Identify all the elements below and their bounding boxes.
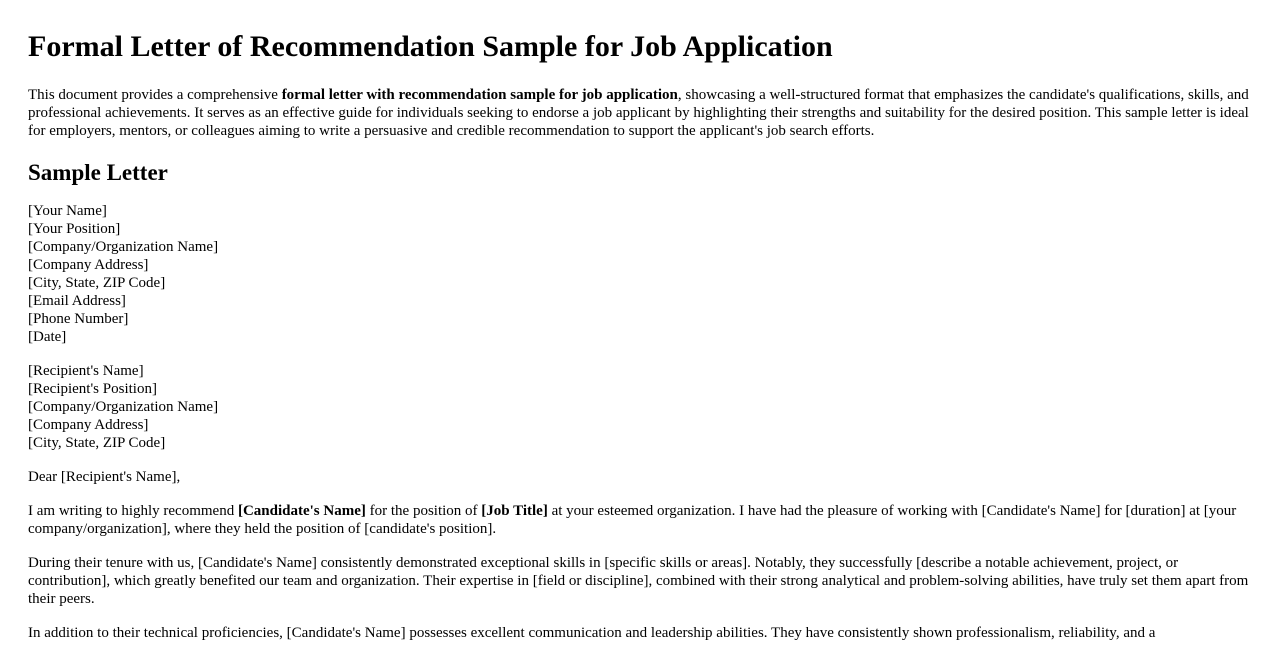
letter-date: [Date] <box>28 329 67 345</box>
sender-email: [Email Address] <box>28 293 126 309</box>
sender-phone: [Phone Number] <box>28 311 129 327</box>
salutation: Dear [Recipient's Name], <box>28 469 181 485</box>
sender-address: [Company Address] <box>28 257 149 273</box>
recipient-name: [Recipient's Name] <box>28 363 144 379</box>
sender-company: [Company/Organization Name] <box>28 239 219 255</box>
recipient-company: [Company/Organization Name] <box>28 399 219 415</box>
candidate-name-bold: [Candidate's Name] <box>237 503 366 519</box>
p1-text-a: I am writing to highly recommend <box>28 503 238 519</box>
job-title-bold: [Job Title] <box>481 503 548 519</box>
sender-block <box>28 202 1250 346</box>
document-page <box>28 0 1250 642</box>
intro-text-start: This document provides a comprehensive <box>28 87 282 103</box>
letter-paragraph-1 <box>28 502 1250 538</box>
page-title: Formal Letter of Recommendation Sample for Job Application <box>28 30 833 63</box>
letter-paragraph-2: During their tenure with us, [Candidate's Name] consistently demonstrated exceptional skills in [specific skills or areas]. Notably, they successfully [describe a notable achievement, project, or contribution], which greatly benefited our team and organization. Their expertise in [field or discipline], combined with their strong analytical and problem-solving abilities, have truly set them apart from their peers. <box>28 555 1249 607</box>
p1-text-b: for the position of <box>365 503 482 519</box>
intro-text-rest: , showcasing a well-structured format that emphasizes the candidate's qualifications, skills, and professional achievements. It serves as an effective guide for individuals seeking to endorse a job applicant by highlighting their strengths and suitability for the desired position. This sample letter is ideal for employers, mentors, or colleagues aiming to write a persuasive and credible recommendation to support the applicant's job search efforts. <box>28 87 1249 139</box>
recipient-block <box>28 362 1250 452</box>
sender-position: [Your Position] <box>28 221 121 237</box>
intro-bold-phrase: formal letter with recommendation sample for job application <box>281 87 678 103</box>
sender-city: [City, State, ZIP Code] <box>28 275 166 291</box>
p1-text-c: at your esteemed organization. I have had the pleasure of working with [Candidate's Name] for [duration] at [your company/organization], where they held the position of [candidate's position]. <box>28 503 1237 537</box>
sender-name: [Your Name] <box>28 203 107 219</box>
recipient-city: [City, State, ZIP Code] <box>28 435 166 451</box>
recipient-position: [Recipient's Position] <box>28 381 157 397</box>
recipient-address: [Company Address] <box>28 417 149 433</box>
letter-paragraph-3: In addition to their technical proficiencies, [Candidate's Name] possesses excellent communication and leadership abilities. They have consistently shown professionalism, reliability, and a <box>28 625 1156 641</box>
section-heading: Sample Letter <box>28 160 168 185</box>
intro-paragraph <box>28 86 1250 140</box>
